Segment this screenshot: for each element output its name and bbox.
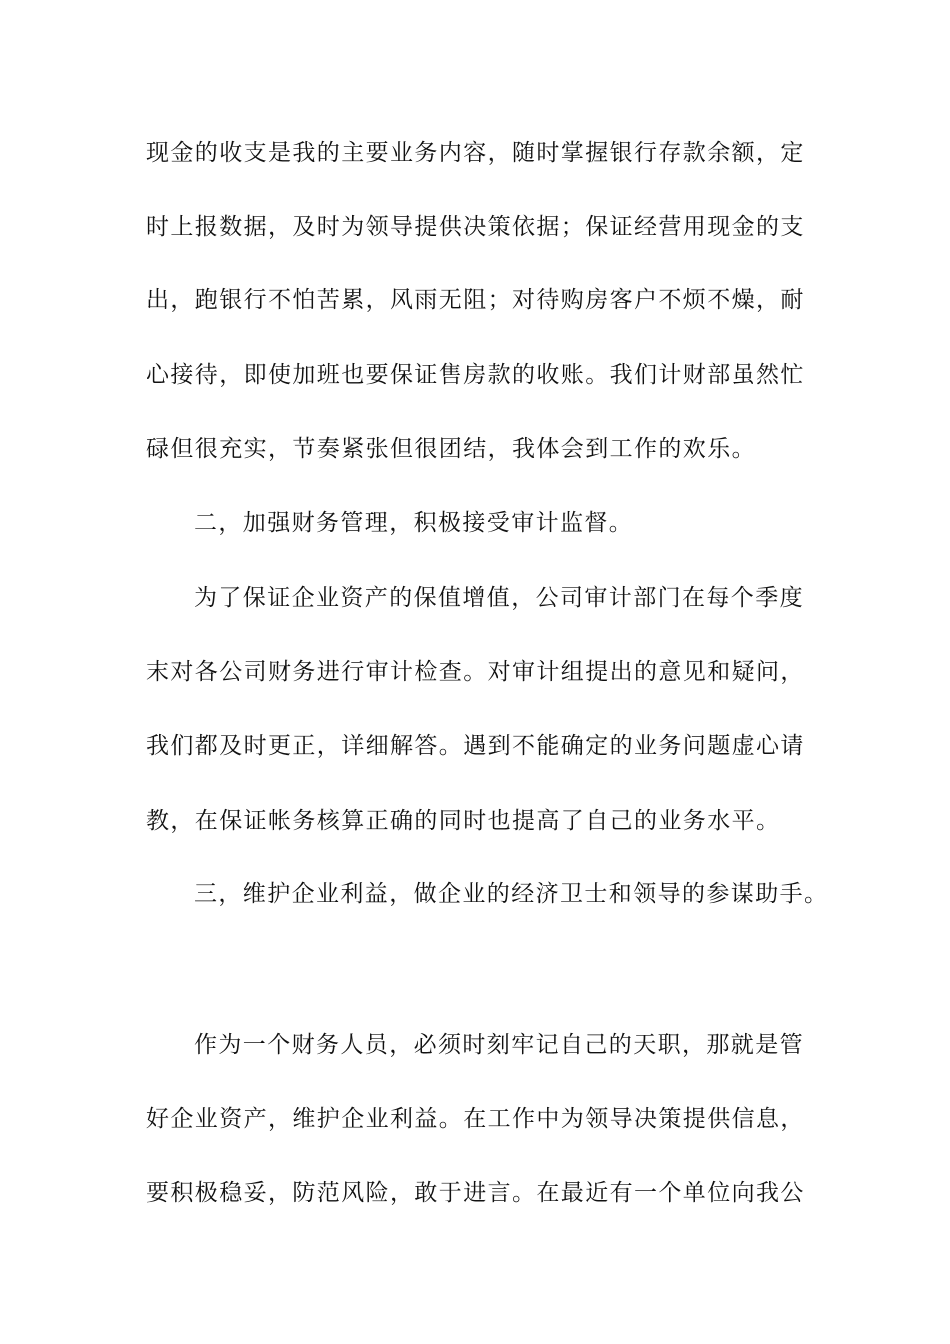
text-line: 为了保证企业资产的保值增值，公司审计部门在每个季度	[194, 585, 804, 611]
text-line: 心接待，即使加班也要保证售房款的收账。我们计财部虽然忙	[146, 362, 805, 388]
text-line: 时上报数据，及时为领导提供决策依据；保证经营用现金的支	[146, 214, 805, 240]
text-line: 我们都及时更正，详细解答。遇到不能确定的业务问题虚心请	[146, 733, 805, 759]
section-heading: 三，维护企业利益，做企业的经济卫士和领导的参谋助手。	[194, 881, 829, 907]
section-heading: 二，加强财务管理，积极接受审计监督。	[194, 510, 634, 536]
text-line: 现金的收支是我的主要业务内容，随时掌握银行存款余额，定	[146, 140, 805, 166]
text-line: 教，在保证帐务核算正确的同时也提高了自己的业务水平。	[146, 808, 781, 834]
text-line: 好企业资产，维护企业利益。在工作中为领导决策提供信息，	[146, 1106, 805, 1132]
text-line: 碌但很充实，节奏紧张但很团结，我体会到工作的欢乐。	[146, 436, 756, 462]
text-line: 作为一个财务人员，必须时刻牢记自己的天职，那就是管	[194, 1032, 804, 1058]
text-line: 出，跑银行不怕苦累，风雨无阻；对待购房客户不烦不燥，耐	[146, 287, 805, 313]
text-line: 要积极稳妥，防范风险，敢于进言。在最近有一个单位向我公	[146, 1180, 805, 1206]
text-line: 末对各公司财务进行审计检查。对审计组提出的意见和疑问，	[146, 659, 805, 685]
